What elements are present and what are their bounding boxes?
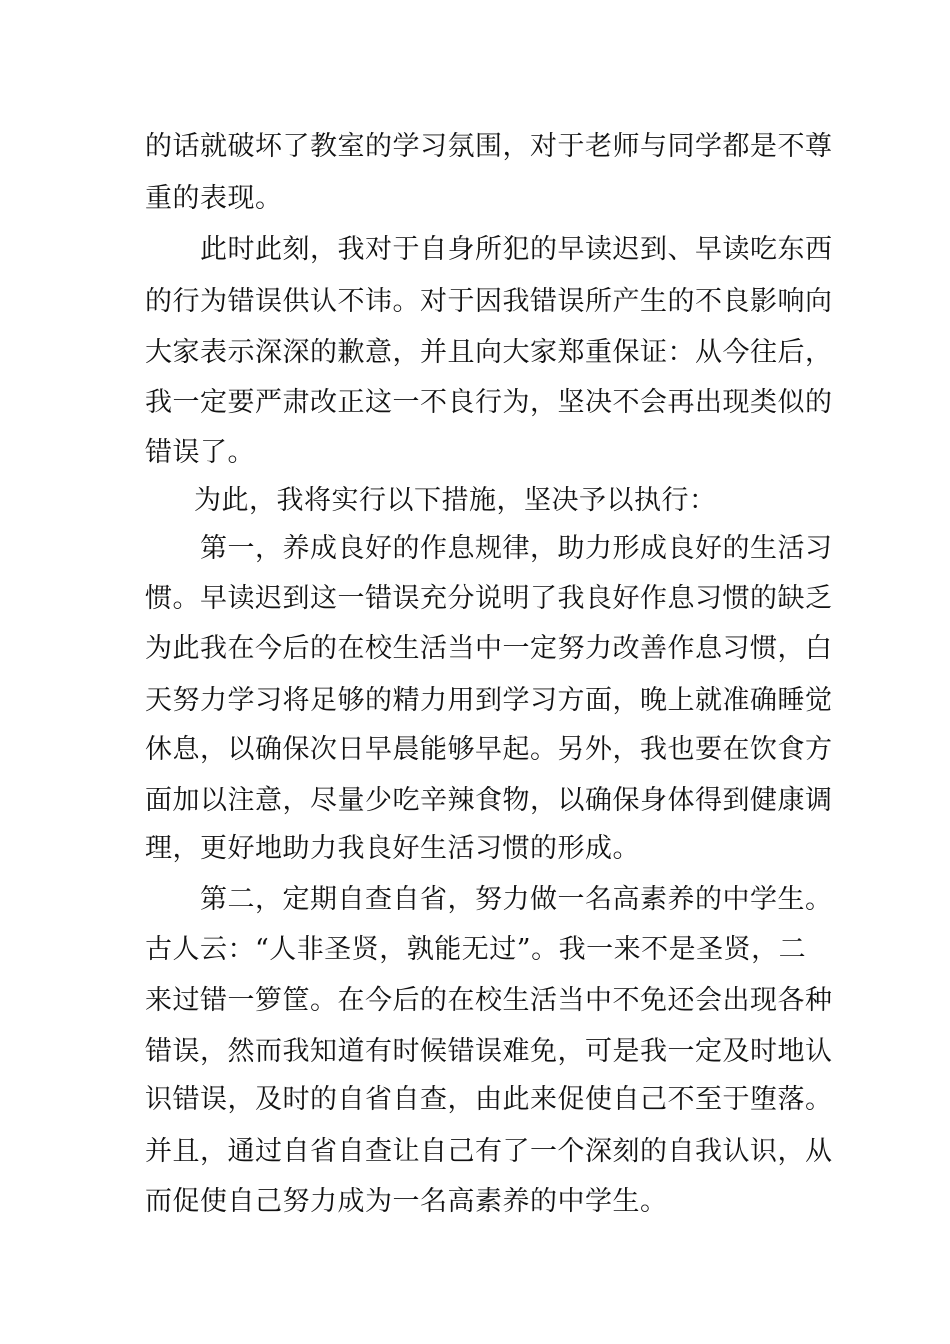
paragraph-start-line: 此时此刻，我对于自身所犯的早读迟到、早读吃东西 <box>200 234 833 265</box>
text-line: 的话就破坏了教室的学习氛围，对于老师与同学都是不尊 <box>145 131 833 162</box>
text-line: 为此我在今后的在校生活当中一定努力改善作息习惯，白 <box>145 633 833 664</box>
text-line: 古人云：“人非圣贤，孰能无过”。我一来不是圣贤，二 <box>145 934 807 965</box>
text-line: 重的表现。 <box>145 183 283 214</box>
text-line: 理，更好地助力我良好生活习惯的形成。 <box>145 833 640 864</box>
text-line: 来过错一箩筐。在今后的在校生活当中不免还会出现各种 <box>145 985 833 1016</box>
text-line: 天努力学习将足够的精力用到学习方面，晚上就准确睡觉 <box>145 685 833 716</box>
text-line: 休息，以确保次日早晨能够早起。另外，我也要在饮食方 <box>145 734 833 765</box>
paragraph-start-line: 为此，我将实行以下措施，坚决予以执行： <box>194 485 717 516</box>
text-line: 我一定要严肃改正这一不良行为，坚决不会再出现类似的 <box>145 387 833 418</box>
text-line: 并且，通过自省自查让自己有了一个深刻的自我认识，从 <box>145 1136 833 1167</box>
paragraph-start-line: 第一，养成良好的作息规律，助力形成良好的生活习 <box>200 533 833 564</box>
text-line: 的行为错误供认不讳。对于因我错误所产生的不良影响向 <box>145 286 833 317</box>
text-line: 惯。早读迟到这一错误充分说明了我良好作息习惯的缺乏 <box>145 583 833 614</box>
text-line: 而促使自己努力成为一名高素养的中学生。 <box>145 1186 668 1217</box>
text-line: 识错误，及时的自省自查，由此来促使自己不至于堕落。 <box>145 1084 833 1115</box>
text-line: 错误了。 <box>145 437 255 468</box>
text-line: 大家表示深深的歉意，并且向大家郑重保证：从今往后， <box>145 337 833 368</box>
paragraph-start-line: 第二，定期自查自省，努力做一名高素养的中学生。 <box>200 884 833 915</box>
text-line: 面加以注意，尽量少吃辛辣食物，以确保身体得到健康调 <box>145 785 833 816</box>
text-line: 错误，然而我知道有时候错误难免，可是我一定及时地认 <box>145 1036 833 1067</box>
